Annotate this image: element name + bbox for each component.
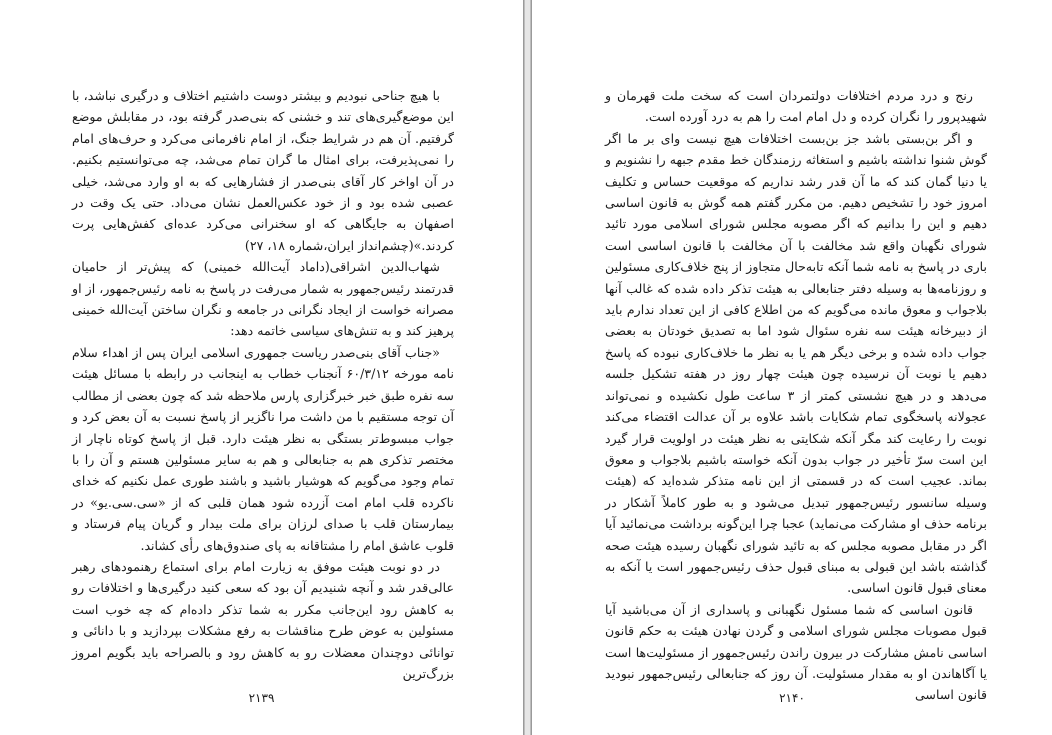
paragraph: با هیچ جناحی نبودیم و بیشتر دوست داشتیم اختلاف و درگیری نباشد، با این موضع‌گیری‌های تند و خشنی که بنی‌صدر گرفته بود، در مقابلش موضع گرفتیم. آن هم در شرایط جنگ، از امام نافرمانی می‌کرد و حرف‌های امام را نمی‌پذیرفت، برای امثال ما گران تمام می‌شد، چه می‌توانستیم بکنیم. در آن اواخر کار آقای بنی‌صدر از فشارهایی که به او وارد می‌شد، خیلی عصبی شده بود و از خود عکس‌العمل نشان می‌داد. حتی یک وقت در اصفهان به جایگاهی که او سخنرانی می‌کرد عده‌ای کفش‌هایی پرت کردند.»(چشم‌انداز ایران،شماره ۱۸، ۲۷) — [72, 88, 454, 253]
book-gutter — [524, 0, 531, 735]
paragraph: رنج و درد مردم اختلافات دولتمردان است که سخت ملت قهرمان و شهیدپرور را نگران کرده و دل امام امت را هم به درد آورده است. — [605, 88, 987, 125]
paragraph: «جناب آقای بنی‌صدر ریاست جمهوری اسلامی ایران پس از اهداء سلام نامه مورخه ۶۰/۳/۱۲ آنجناب خطاب به اینجانب در رابطه با مسائل هیئت سه نفره طبق خبر خبرگزاری پارس ملاحظه شد که چون بعضی از مطالب آن توجه مستقیم با من داشت مرا ناگزیر از پاسخ نسبت به آن بعض کرد و جواب مبسوط‌تر بستگی به نظر هیئت دارد. قبل از پاسخ کوتاه ناچار از مختصر تذکری هم به جنابعالی و هم به سایر مسئولین هستم و آن را با تمام وجود می‌گویم که هوشیار باشید و باشند طوری عمل نکنیم که خدای ناکرده قلب امام امت آزرده شود همان قلبی که از «سی.سی.یو» در بیمارستان قلب با صدای لرزان برای ملت بیدار و گریان پیام فرستاد و قلوب عاشق امام را مشتاقانه به پای صندوق‌های رأی کشاند. — [72, 344, 454, 553]
paragraph: و اگر بن‌بستی باشد جز بن‌بست اختلافات هیچ نیست وای بر ما اگر گوش شنوا نداشته باشیم و استغاثه رزمندگان خط مقدم جبهه را نشنویم و یا دنیا گمان کند که ما آن قدر رشد نداریم که موقعیت حساس و تکلیف امروز خود را تشخیص دهیم. من مکرر گفتم همه گوش به قانون اساسی دهیم و این را بدانیم که اگر مصوبه مجلس شورای اسلامی مورد تائید شورای نگهبان واقع شد مخالفت با آن مخالفت با قانون اساسی است باری در پاسخ به نامه شما آنکه تابه‌حال متجاوز از پنج خلاف‌کاری مسئولین و روزنامه‌ها به وسیله دفتر جنابعالی به هیئت تذکر داده شده که غالب آنها بلاجواب و معوق مانده می‌گویم که من اطلاع کافی از این تعداد ندارم باید از دبیرخانه هیئت سه نفره سئوال شود اما به تصدیق خودتان به بعضی جواب داده شده و برخی دیگر هم یا به نظر ما خلاف‌کاری نبوده که پاسخ دهیم یا نوبت آن نرسیده چون هیئت چهار روز در هفته تشکیل جلسه می‌دهد و در هیچ نشستی کمتر از ۳ ساعت طول نکشیده و نمی‌تواند عجولانه پاسخگوی تمام شکایات باشد علاوه بر آن عدالت اقتضاء می‌کند نوبت را رعایت کند مگر آنکه شکایتی به نظر هیئت در اولویت قرار گیرد این است سرّ تأخیر در جواب بدون آنکه خواسته باشیم بلاجواب و معوق بماند. عجیب است که در قسمتی از این نامه متذکر شده‌اید که (هیئت وسیله سانسور رئیس‌جمهور تبدیل می‌شود و به طور کاملاً آشکار در برنامه حذف او مشارکت می‌نماید) عجبا چرا این‌گونه برداشت می‌نمائید آیا اگر در مقابل مصوبه مجلس که به تائید شورای نگهبان رسیده هیئت صحه گذاشته باشد این قبولی به مبنای قبول حذف رئیس‌جمهور است یا آنکه به معنای قبول قانون اساسی. — [605, 130, 987, 596]
left-page — [0, 0, 524, 735]
paragraph: شهاب‌الدین اشراقی(داماد آیت‌الله خمینی) که پیش‌تر از حامیان قدرتمند رئیس‌جمهور به شمار می‌رفت در پاسخ به نامه رئیس‌جمهور، از او مصرانه خواست از ایجاد نگرانی در جامعه و نگران ساختن آیت‌الله خمینی پرهیز کند و به تنش‌های سیاسی خاتمه دهد: — [72, 259, 454, 339]
paragraph: در دو نوبت هیئت موفق به زیارت امام برای استماع رهنمودهای رهبر عالی‌قدر شد و آنچه شنیدیم آن بود که سعی کنید درگیری‌ها و اختلافات رو به کاهش رود این‌جانب مکرر به شما تذکر داده‌ام که چه خوب است مسئولین به عوض طرح مناقشات به رفع مشکلات بپردازید و با دانائی و توانائی دوچندان معضلات رو به کاهش رود و بالصراحه باید بگویم امروز بزرگ‌ترین — [72, 558, 454, 681]
page-number: ۲۱۳۹ — [248, 691, 275, 705]
right-page-text — [605, 85, 987, 706]
right-page — [531, 0, 1052, 735]
paragraph: قانون اساسی که شما مسئول نگهبانی و پاسداری از آن می‌باشید آیا قبول مصوبات مجلس شورای اسلامی و گردن نهادن هیئت به حکم قانون اساسی نامش مشارکت در بیرون راندن رئیس‌جمهور از مسئولیت‌ها است یا آگاهاندن او به مقدار مسئولیت. آن روز که جنابعالی رئیس‌جمهور نبودید قانون اساسی — [605, 601, 987, 703]
page-number: ۲۱۴۰ — [779, 691, 805, 705]
left-page-text — [72, 85, 454, 684]
